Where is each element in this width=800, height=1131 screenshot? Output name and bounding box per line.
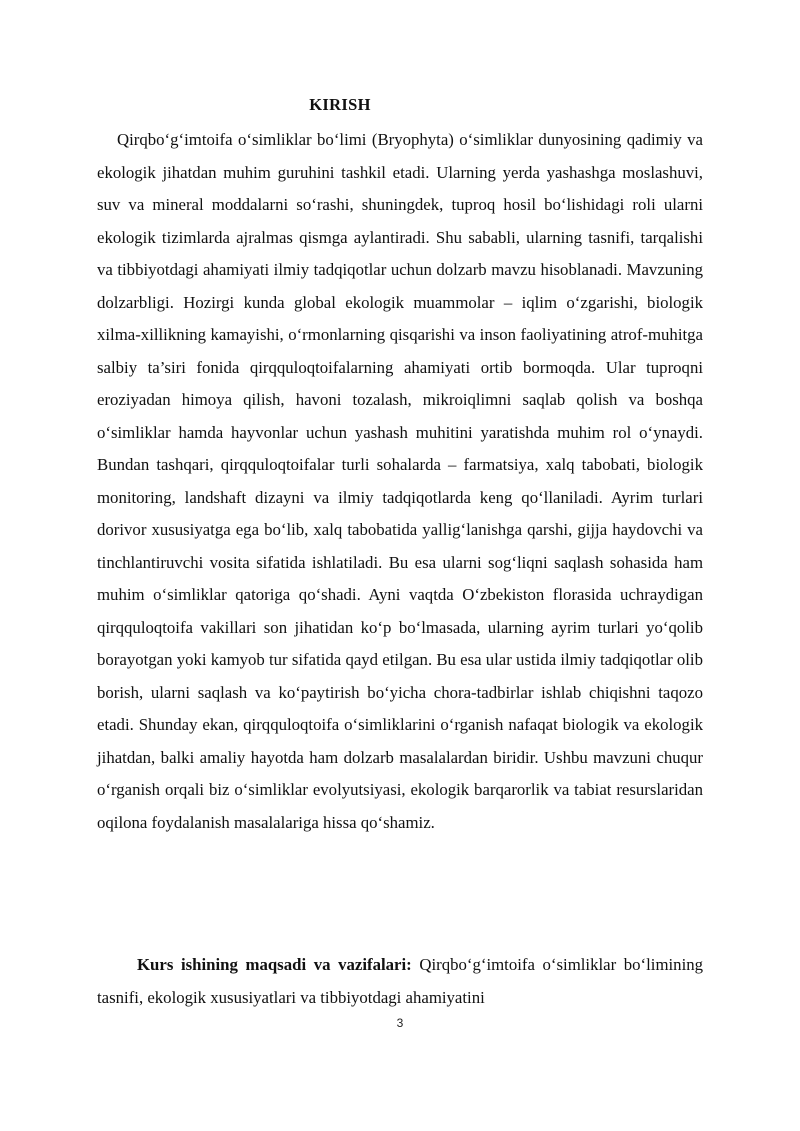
goals-heading: Kurs ishining maqsadi va vazifalari:: [137, 955, 412, 974]
goals-paragraph: [97, 949, 703, 1014]
page-number: 3: [396, 1016, 404, 1030]
introduction-paragraph: Qirqbo‘g‘imtoifa o‘simliklar bo‘limi (Bryophyta) o‘simliklar dunyosining qadimiy va ekologik jihatdan muhim guruhini tashkil etadi. Ularning yerda yashashga moslashuvi, suv va mineral moddalarni so‘rashi, shuningdek, tuproq hosil bo‘lishidagi roli ularni ekologik tizimlarda ajralmas qismga aylantiradi. Shu sababli, ularning tasnifi, tarqalishi va tibbiyotdagi ahamiyati ilmiy tadqiqotlar uchun dolzarb mavzu hisoblanadi. Mavzuning dolzarbligi. Hozirgi kunda global ekologik muammolar – iqlim o‘zgarishi, biologik xilma-xillikning kamayishi, o‘rmonlarning qisqarishi va inson faoliyatining atrof-muhitga salbiy ta’siri fonida qirqquloqtoifalarning ahamiyati ortib bormoqda. Ular tuproqni eroziyadan himoya qilish, havoni tozalash, mikroiqlimni saqlab qolish va boshqa o‘simliklar hamda hayvonlar uchun yashash muhitini yaratishda muhim rol o‘ynaydi. Bundan tashqari, qirqquloqtoifalar turli sohalarda – farmatsiya, xalq tabobati, biologik monitoring, landshaft dizayni va ilmiy tadqiqotlarda keng qo‘llaniladi. Ayrim turlari dorivor xususiyatga ega bo‘lib, xalq tabobatida yallig‘lanishga qarshi, gijja haydovchi va tinchlantiruvchi vosita sifatida ishlatiladi. Bu esa ularni sog‘liqni saqlash sohasida ham muhim o‘simliklar qatoriga qo‘shadi. Ayni vaqtda O‘zbekiston florasida uchraydigan qirqquloqtoifa vakillari son jihatidan ko‘p bo‘lmasada, ularning ayrim turlari yo‘qolib borayotgan yoki kamyob tur sifatida qayd etilgan. Bu esa ular ustida ilmiy tadqiqotlar olib borish, ularni saqlash va ko‘paytirish bo‘yicha chora-tadbirlar ishlab chiqishni taqozo etadi. Shunday ekan, qirqquloqtoifa o‘simliklarini o‘rganish nafaqat biologik va ekologik jihatdan, balki amaliy hayotda ham dolzarb masalalardan biridir. Ushbu mavzuni chuqur o‘rganish orqali biz o‘simliklar evolyutsiyasi, ekologik barqarorlik va tabiat resurslaridan oqilona foydalanish masalalariga hissa qo‘shamiz.: [97, 130, 703, 832]
section-heading: KIRISH: [309, 95, 371, 114]
goals-text: Qirqbo‘g‘imtoifa o‘simliklar bo‘limining tasnifi, ekologik xususiyatlari va tibbiyotdagi ahamiyatini: [97, 955, 704, 1007]
